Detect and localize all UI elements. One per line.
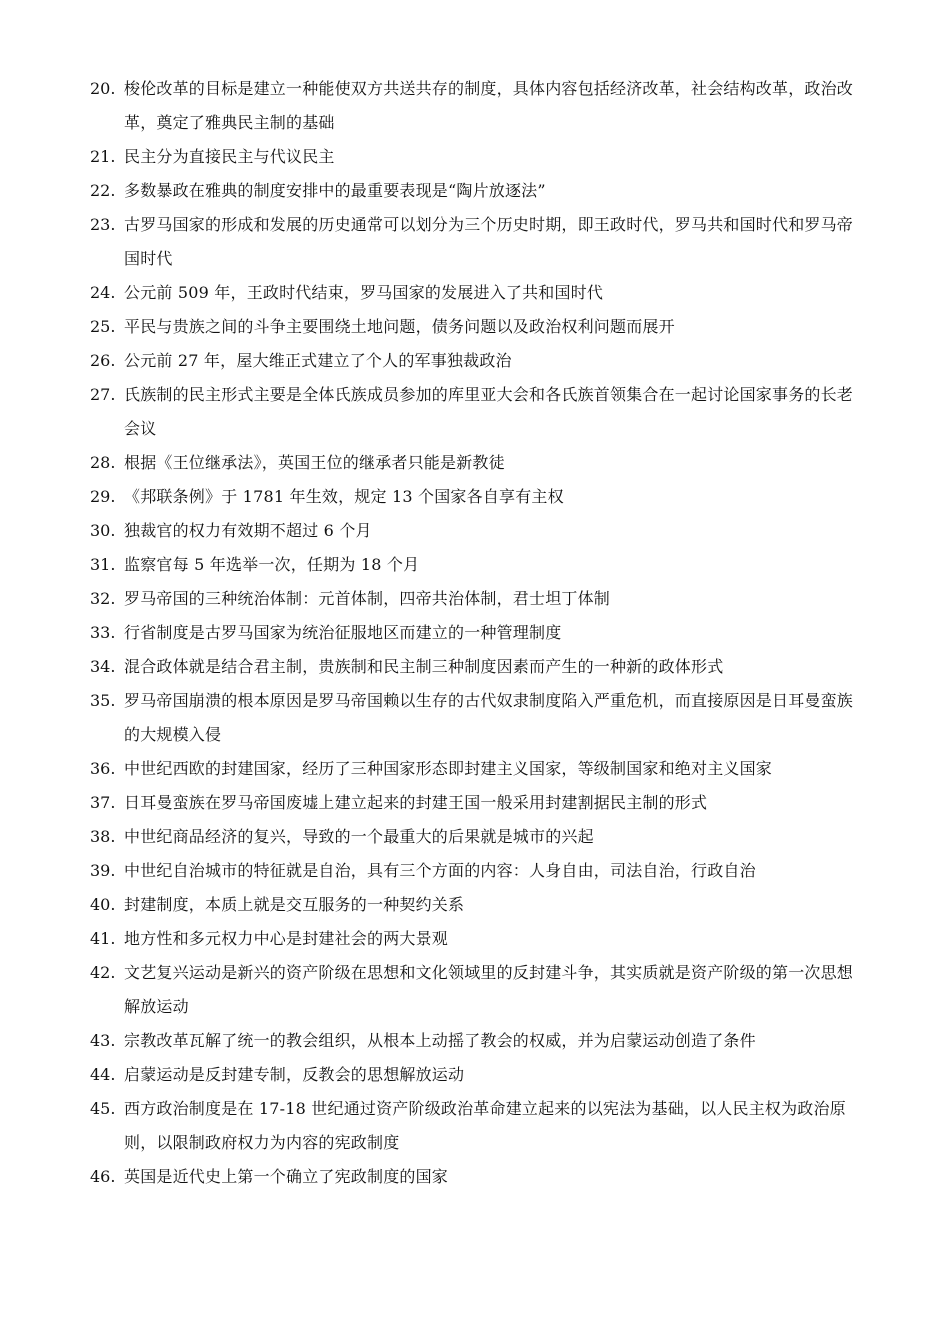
item-text: 罗马帝国的三种统治体制：元首体制，四帝共治体制，君士坦丁体制 [124,589,611,608]
list-item [90,310,860,344]
item-text: 中世纪自治城市的特征就是自治，具有三个方面的内容：人身自由，司法自治，行政自治 [124,861,756,880]
item-number: 38. [90,827,116,846]
item-number: 21. [90,147,116,166]
list-item [90,1058,860,1092]
list-item [90,208,860,276]
list-item [90,956,860,1024]
item-number: 24. [90,283,116,302]
list-item [90,650,860,684]
list-item [90,174,860,208]
item-text: 混合政体就是结合君主制，贵族制和民主制三种制度因素而产生的一种新的政体形式 [124,657,724,676]
list-item [90,514,860,548]
list-item [90,888,860,922]
list-item [90,922,860,956]
item-number: 25. [90,317,116,336]
item-number: 29. [90,487,116,506]
item-number: 31. [90,555,116,574]
item-number: 44. [90,1065,116,1084]
item-number: 46. [90,1167,116,1186]
item-text: 独裁官的权力有效期不超过 6 个月 [124,521,372,540]
item-text: 公元前 27 年，屋大维正式建立了个人的军事独裁政治 [124,351,512,370]
item-text: 中世纪西欧的封建国家，经历了三种国家形态即封建主义国家，等级制国家和绝对主义国家 [124,759,773,778]
item-number: 30. [90,521,116,540]
item-text: 启蒙运动是反封建专制，反教会的思想解放运动 [124,1065,465,1084]
item-number: 39. [90,861,116,880]
list-item [90,140,860,174]
list-item [90,276,860,310]
item-number: 20. [90,79,116,98]
list-item [90,548,860,582]
item-text: 地方性和多元权力中心是封建社会的两大景观 [124,929,449,948]
list-item [90,1160,860,1194]
list-item [90,786,860,820]
item-number: 22. [90,181,116,200]
list-item [90,480,860,514]
list-item [90,1024,860,1058]
item-text: 日耳曼蛮族在罗马帝国废墟上建立起来的封建王国一般采用封建割据民主制的形式 [124,793,708,812]
list-item [90,820,860,854]
item-text: 英国是近代史上第一个确立了宪政制度的国家 [124,1167,449,1186]
list-item [90,446,860,480]
item-text: 《邦联条例》于 1781 年生效，规定 13 个国家各自享有主权 [124,487,564,506]
list-item [90,582,860,616]
item-text: 中世纪商品经济的复兴，导致的一个最重大的后果就是城市的兴起 [124,827,594,846]
item-number: 23. [90,215,116,234]
list-item [90,72,860,140]
item-number: 42. [90,963,116,982]
item-text: 监察官每 5 年选举一次，任期为 18 个月 [124,555,420,574]
item-text: 公元前 509 年，王政时代结束，罗马国家的发展进入了共和国时代 [124,283,604,302]
item-text: 西方政治制度是在 17-18 世纪通过资产阶级政治革命建立起来的以宪法为基础，以人民主权为政治原则，以限制政府权力为内容的宪政制度 [124,1099,846,1152]
item-number: 43. [90,1031,116,1050]
item-number: 40. [90,895,116,914]
item-text: 平民与贵族之间的斗争主要围绕土地问题，债务问题以及政治权利问题而展开 [124,317,675,336]
list-item [90,684,860,752]
item-number: 27. [90,385,116,404]
item-text: 多数暴政在雅典的制度安排中的最重要表现是“陶片放逐法” [124,181,546,200]
item-number: 36. [90,759,116,778]
list-item [90,752,860,786]
item-text: 行省制度是古罗马国家为统治征服地区而建立的一种管理制度 [124,623,562,642]
item-text: 氏族制的民主形式主要是全体氏族成员参加的库里亚大会和各氏族首领集合在一起讨论国家事务的长老会议 [124,385,854,438]
item-text: 根据《王位继承法》，英国王位的继承者只能是新教徒 [124,453,505,472]
item-number: 41. [90,929,116,948]
list-item [90,378,860,446]
item-text: 民主分为直接民主与代议民主 [124,147,335,166]
item-number: 32. [90,589,116,608]
item-text: 梭伦改革的目标是建立一种能使双方共送共存的制度，具体内容包括经济改革，社会结构改革，政治改革，奠定了雅典民主制的基础 [124,79,854,132]
item-text: 古罗马国家的形成和发展的历史通常可以划分为三个历史时期，即王政时代，罗马共和国时代和罗马帝国时代 [124,215,854,268]
list-item [90,1092,860,1160]
item-number: 26. [90,351,116,370]
item-text: 宗教改革瓦解了统一的教会组织，从根本上动摇了教会的权威，并为启蒙运动创造了条件 [124,1031,756,1050]
item-text: 罗马帝国崩溃的根本原因是罗马帝国赖以生存的古代奴隶制度陷入严重危机，而直接原因是日耳曼蛮族的大规模入侵 [124,691,854,744]
item-number: 34. [90,657,116,676]
item-number: 28. [90,453,116,472]
item-text: 文艺复兴运动是新兴的资产阶级在思想和文化领域里的反封建斗争，其实质就是资产阶级的第一次思想解放运动 [124,963,854,1016]
list-item [90,616,860,650]
numbered-list [90,72,860,1194]
list-item [90,344,860,378]
item-number: 33. [90,623,116,642]
item-number: 37. [90,793,116,812]
item-text: 封建制度，本质上就是交互服务的一种契约关系 [124,895,465,914]
item-number: 35. [90,691,116,710]
list-item [90,854,860,888]
item-number: 45. [90,1099,116,1118]
